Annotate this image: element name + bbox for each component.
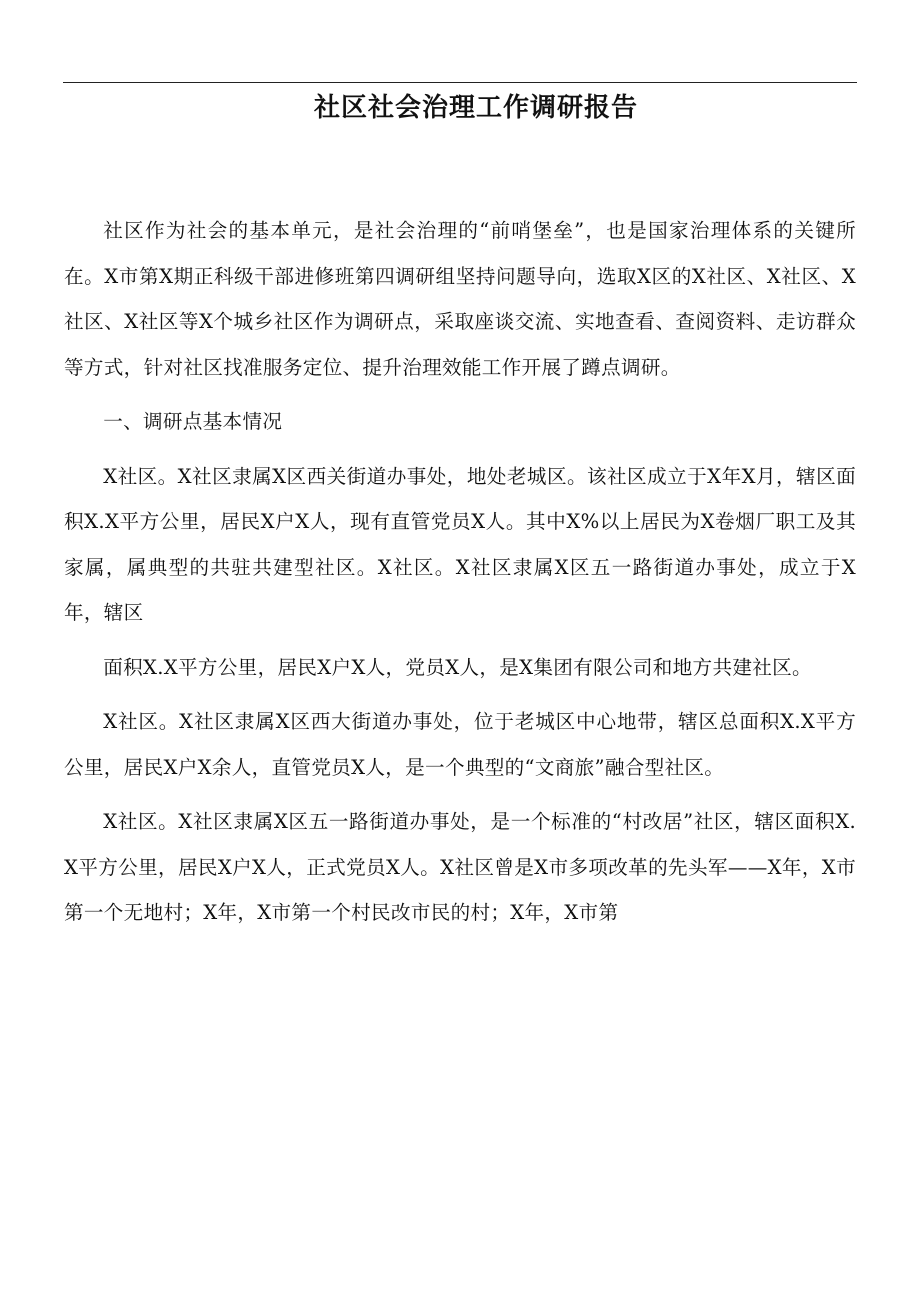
section-heading: 一、调研点基本情况	[103, 410, 283, 433]
document-body	[64, 208, 856, 945]
header-rule	[63, 82, 857, 83]
paragraph-community-2-cont: 面积X.X平方公里，居民X户X人，党员X人，是X集团有限公司和地方共建社区。	[103, 655, 812, 679]
paragraph-community-1: X社区。X社区隶属X区西关街道办事处，地处老城区。该社区成立于X年X月，辖区面积X.X平方公里，居民X户X人，现有直管党员X人。其中X%以上居民为X卷烟厂职工及其家属，属典型的共驻共建型社区。X社区。X社区隶属X区五一路街道办事处，成立于X年，辖区	[64, 464, 856, 624]
document-title: 社区社会治理工作调研报告	[313, 93, 638, 123]
paragraph-community-4: X社区。X社区隶属X区五一路街道办事处，是一个标准的“村改居”社区，辖区面积X.X平方公里，居民X户X人，正式党员X人。X社区曾是X市多项改革的先头军——X年，X市第一个无地村；X年，X市第一个村民改市民的村；X年，X市第	[64, 810, 856, 924]
paragraph-community-3: X社区。X社区隶属X区西大街道办事处，位于老城区中心地带，辖区总面积X.X平方公里，居民X户X余人，直管党员X人，是一个典型的“文商旅”融合型社区。	[64, 710, 856, 779]
paragraph-intro: 社区作为社会的基本单元，是社会治理的“前哨堡垒”，也是国家治理体系的关键所在。X市第X期正科级干部进修班第四调研组坚持问题导向，选取X区的X社区、X社区、X社区、X社区等X个城乡社区作为调研点，采取座谈交流、实地查看、查阅资料、走访群众等方式，针对社区找准服务定位、提升治理效能工作开展了蹲点调研。	[64, 219, 856, 379]
